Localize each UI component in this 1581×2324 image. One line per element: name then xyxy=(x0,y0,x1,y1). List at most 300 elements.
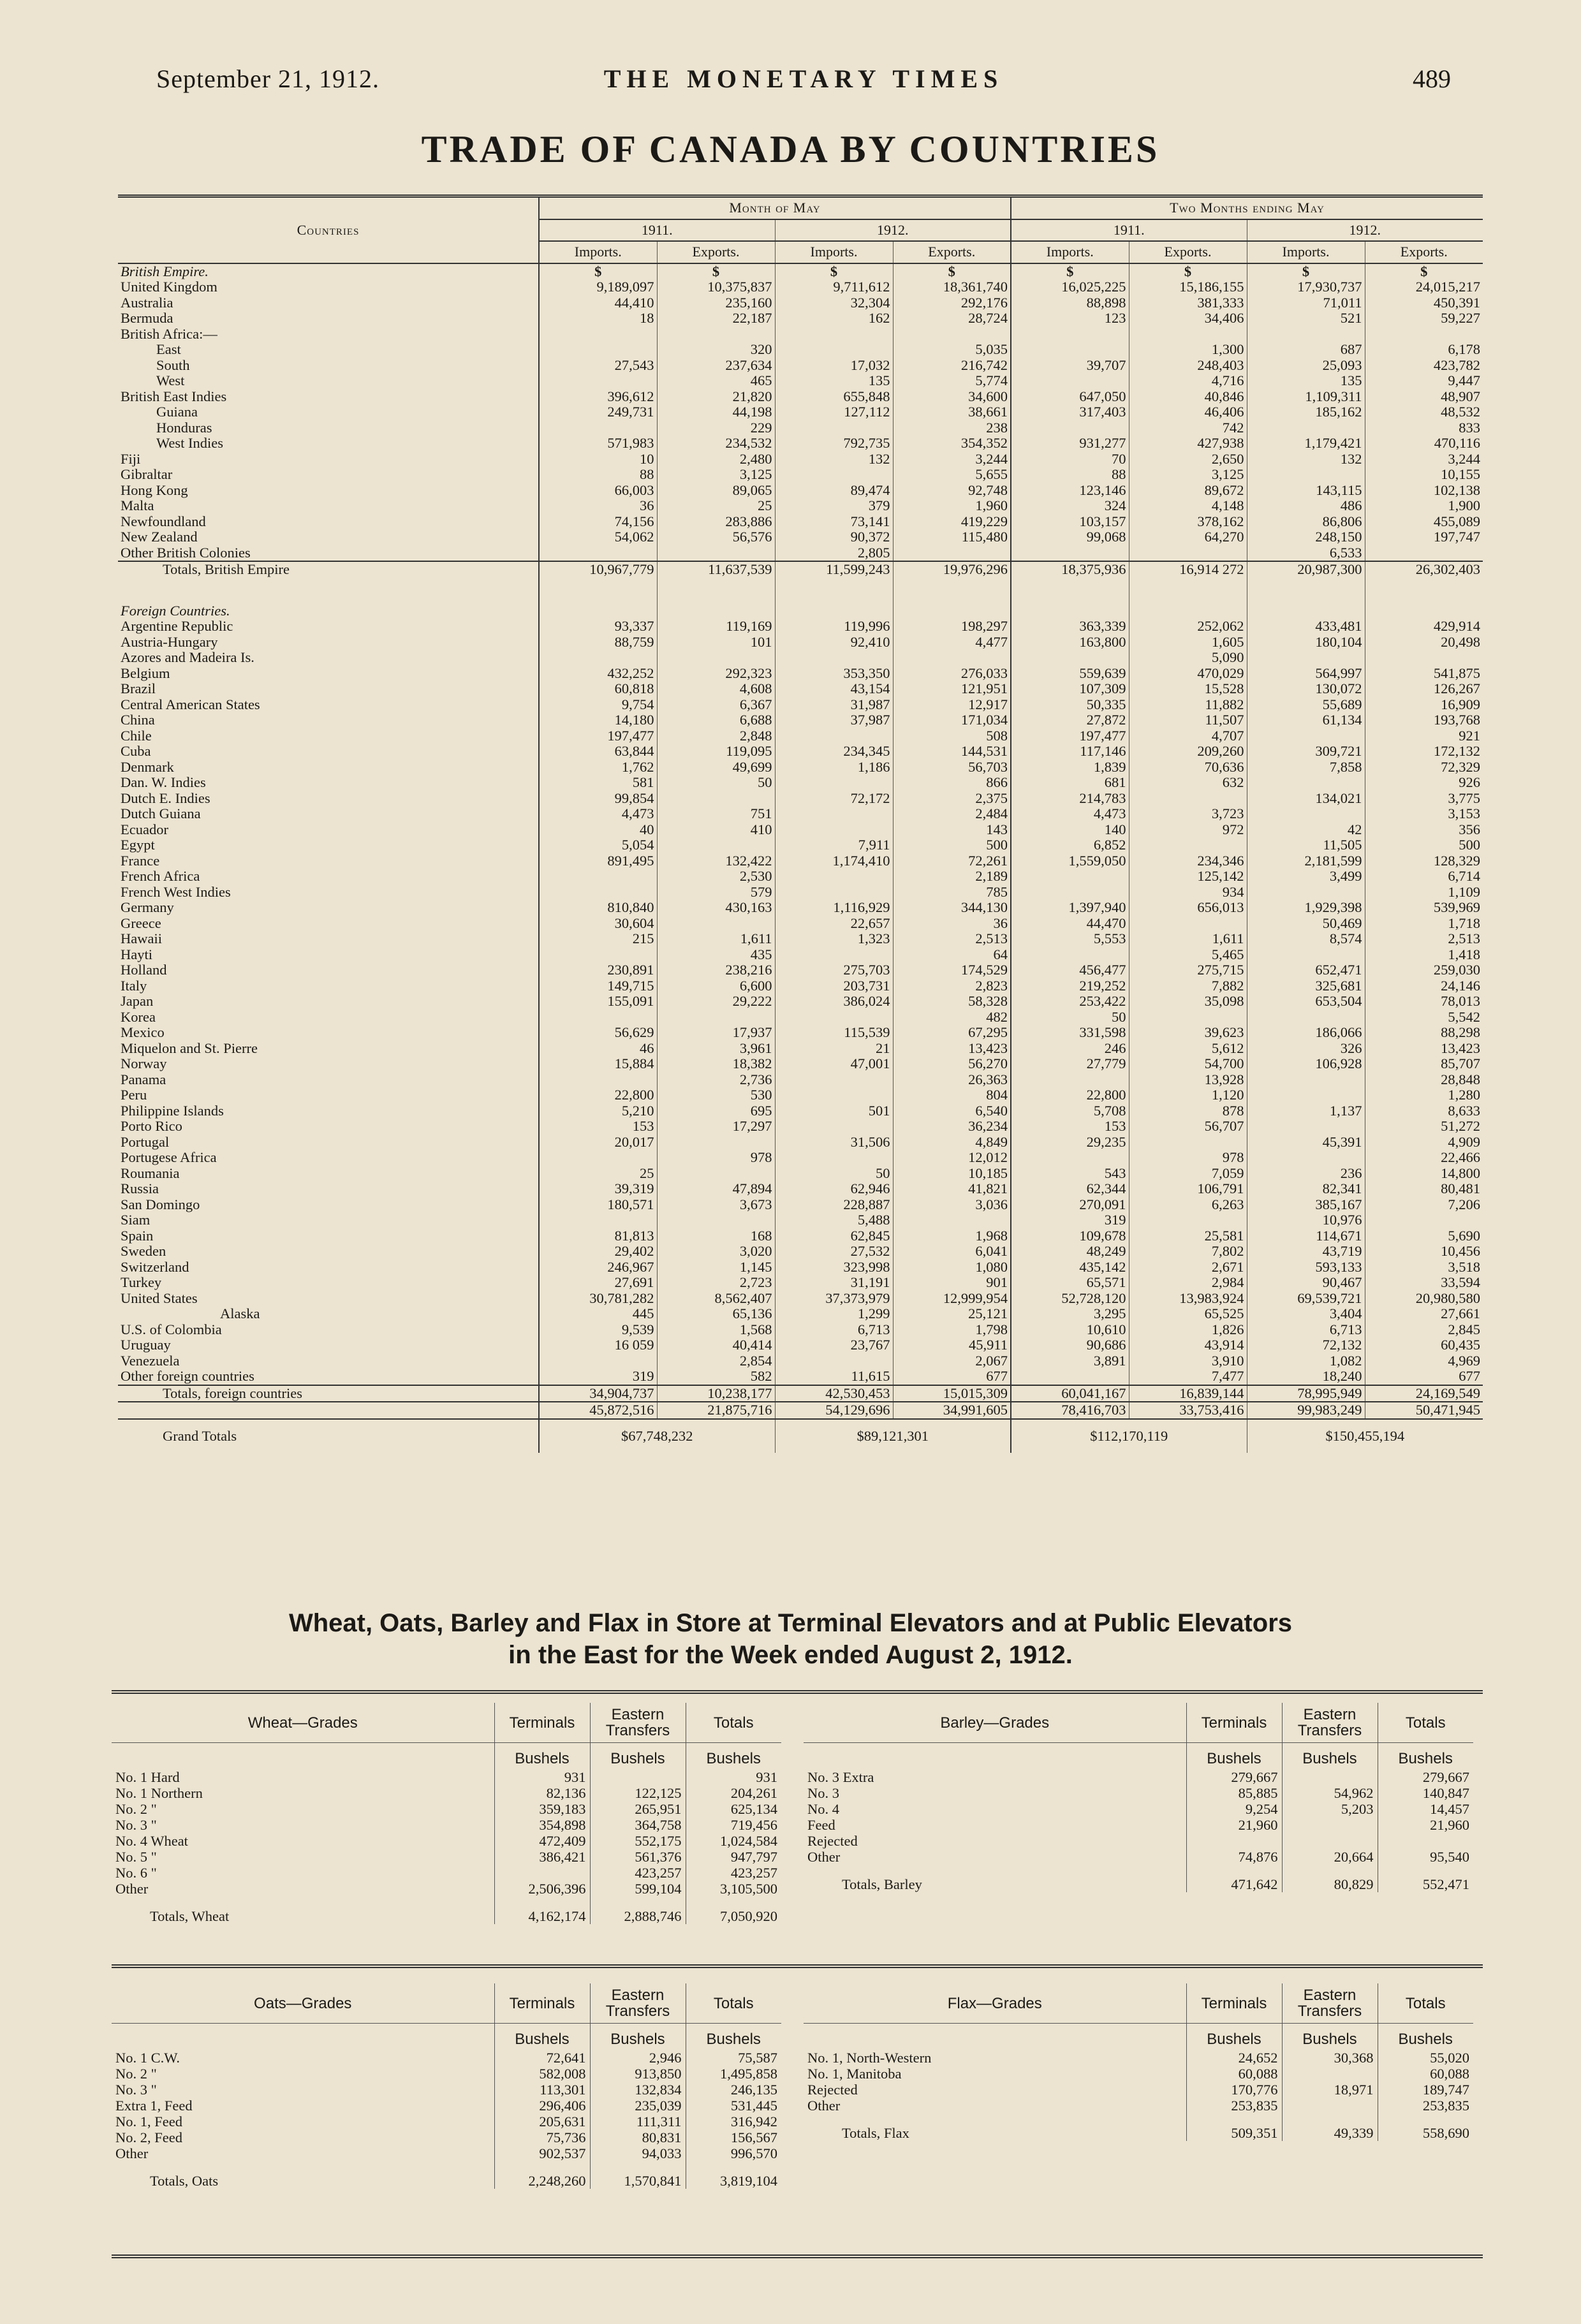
trade-value: 92,748 xyxy=(893,483,1011,499)
bushel-value: 1,024,584 xyxy=(686,1833,781,1849)
trade-value xyxy=(893,650,1011,666)
units-row xyxy=(804,1743,1473,1770)
trade-value: 378,162 xyxy=(1129,514,1247,530)
trade-value: 1,080 xyxy=(893,1260,1011,1276)
trade-value: 7,858 xyxy=(1247,760,1365,776)
trade-value: 13,423 xyxy=(1365,1041,1483,1057)
grand-total-value: $89,121,301 xyxy=(775,1419,1011,1453)
trade-value: 214,783 xyxy=(1011,791,1129,807)
trade-value xyxy=(1247,1150,1365,1166)
trade-value: 5,612 xyxy=(1129,1041,1247,1057)
trade-value: 25 xyxy=(657,498,775,514)
bushel-value: 82,136 xyxy=(494,1785,590,1801)
grain-title xyxy=(0,1607,1581,1671)
trade-value xyxy=(539,869,657,885)
grade-name: No. 3 " xyxy=(115,1817,157,1833)
table-row xyxy=(804,2066,1473,2082)
trade-value: 2,480 xyxy=(657,452,775,467)
grade-name: No. 2 " xyxy=(115,2066,157,2082)
trade-value: 50 xyxy=(1011,1010,1129,1026)
trade-value: 12,999,954 xyxy=(893,1291,1011,1307)
trade-value xyxy=(775,728,893,744)
trade-value: 7,477 xyxy=(1129,1369,1247,1385)
trade-value: 3,295 xyxy=(1011,1306,1129,1322)
trade-value: 123,146 xyxy=(1011,483,1129,499)
exports-header: Exports. xyxy=(1129,241,1247,263)
trade-value: 21 xyxy=(775,1041,893,1057)
country-name: Belgium xyxy=(121,665,170,681)
trade-value: 71,011 xyxy=(1247,295,1365,311)
trade-value: 174,529 xyxy=(893,962,1011,978)
trade-value: 742 xyxy=(1129,420,1247,436)
trade-value: 17,937 xyxy=(657,1025,775,1041)
trade-value xyxy=(1247,1087,1365,1103)
table-row xyxy=(118,1166,1483,1182)
trade-value: 66,003 xyxy=(539,483,657,499)
trade-value: 16,909 xyxy=(1365,697,1483,713)
bushel-value: 189,747 xyxy=(1378,2082,1473,2098)
trade-value xyxy=(1011,1369,1129,1385)
bushel-value: 170,776 xyxy=(1186,2082,1282,2098)
trade-value: 128,329 xyxy=(1365,853,1483,869)
trade-value: 2,484 xyxy=(893,806,1011,822)
trade-value: 6,688 xyxy=(657,712,775,728)
trade-value: 23,767 xyxy=(775,1337,893,1353)
table-row xyxy=(118,666,1483,682)
trade-value: 5,774 xyxy=(893,373,1011,389)
exports-header: Exports. xyxy=(893,241,1011,263)
trade-value: 9,447 xyxy=(1365,373,1483,389)
trade-value: 67,295 xyxy=(893,1025,1011,1041)
wheat-table xyxy=(112,1703,781,1924)
grand-total-row xyxy=(118,1419,1483,1453)
trade-value: 6,041 xyxy=(893,1244,1011,1260)
trade-value: 70 xyxy=(1011,452,1129,467)
country-name: Portugal xyxy=(121,1133,170,1150)
trade-value: 5,708 xyxy=(1011,1103,1129,1119)
currency-symbol: $ xyxy=(539,263,657,280)
trade-value: 6,713 xyxy=(1247,1322,1365,1338)
trade-value: 237,634 xyxy=(657,358,775,374)
trade-value: 6,600 xyxy=(657,978,775,994)
trade-value: 4,849 xyxy=(893,1135,1011,1151)
bushel-value: 2,506,396 xyxy=(494,1881,590,1897)
bushel-value xyxy=(1378,1833,1473,1849)
trade-value xyxy=(1129,1212,1247,1228)
trade-value: 30,781,282 xyxy=(539,1291,657,1307)
table-row xyxy=(118,853,1483,869)
country-name: Norway xyxy=(121,1055,167,1071)
trade-value: 3,961 xyxy=(657,1041,775,1057)
trade-value: 27,691 xyxy=(539,1275,657,1291)
trade-value: 117,146 xyxy=(1011,744,1129,760)
trade-value: 1,179,421 xyxy=(1247,436,1365,452)
trade-value xyxy=(1011,420,1129,436)
trade-value: 107,309 xyxy=(1011,681,1129,697)
table-row xyxy=(118,1025,1483,1041)
table-row xyxy=(118,311,1483,327)
country-name: Denmark xyxy=(121,758,174,775)
trade-value: 1,323 xyxy=(775,931,893,947)
trade-value: 785 xyxy=(893,885,1011,901)
trade-value: 559,639 xyxy=(1011,666,1129,682)
trade-value: 229 xyxy=(657,420,775,436)
bushel-value: 265,951 xyxy=(590,1801,686,1817)
trade-value: 1,605 xyxy=(1129,635,1247,651)
trade-value: 93,337 xyxy=(539,619,657,635)
table-row xyxy=(118,1337,1483,1353)
total-label: Totals, Barley xyxy=(842,1876,922,1892)
table-row xyxy=(118,1291,1483,1307)
trade-value: 564,997 xyxy=(1247,666,1365,682)
table-row xyxy=(112,1817,781,1833)
trade-value: 72,132 xyxy=(1247,1337,1365,1353)
trade-value: 3,518 xyxy=(1365,1260,1483,1276)
trade-value: 125,142 xyxy=(1129,869,1247,885)
trade-value xyxy=(775,822,893,838)
country-name: Ecuador xyxy=(121,821,168,837)
terminals-header: Terminals xyxy=(494,1983,590,2024)
trade-value: 6,533 xyxy=(1247,545,1365,562)
trade-value: 14,800 xyxy=(1365,1166,1483,1182)
trade-value: 172,132 xyxy=(1365,744,1483,760)
bushel-value: 582,008 xyxy=(494,2066,590,2082)
bushel-value: 9,254 xyxy=(1186,1801,1282,1817)
bushel-value: 931 xyxy=(686,1769,781,1785)
trade-value: 36,234 xyxy=(893,1119,1011,1135)
grade-name: Other xyxy=(115,1881,149,1897)
trade-value xyxy=(1247,775,1365,791)
trade-value xyxy=(1011,545,1129,562)
trade-value: 324 xyxy=(1011,498,1129,514)
trade-value: 47,001 xyxy=(775,1056,893,1072)
table-row xyxy=(118,978,1483,994)
total-value: 49,339 xyxy=(1282,2114,1378,2141)
table-row xyxy=(118,467,1483,483)
country-name: China xyxy=(121,712,155,728)
trade-value: 16,914 272 xyxy=(1129,561,1247,578)
bushel-value: 85,885 xyxy=(1186,1785,1282,1801)
trade-value: 37,987 xyxy=(775,712,893,728)
trade-value: 197,477 xyxy=(539,728,657,744)
trade-value: 74,156 xyxy=(539,514,657,530)
country-name: Brazil xyxy=(121,680,156,696)
trade-table xyxy=(118,195,1483,1453)
trade-value: 10,456 xyxy=(1365,1244,1483,1260)
trade-value: 27,543 xyxy=(539,358,657,374)
bushel-value: 60,088 xyxy=(1378,2066,1473,2082)
bushel-value: 80,831 xyxy=(590,2129,686,2145)
trade-value: 149,715 xyxy=(539,978,657,994)
trade-value: 11,615 xyxy=(775,1369,893,1385)
grade-name: No. 4 xyxy=(807,1801,839,1817)
country-name: Dutch E. Indies xyxy=(121,790,210,806)
trade-value: 31,987 xyxy=(775,697,893,713)
table-row xyxy=(118,389,1483,405)
table-row xyxy=(112,2114,781,2129)
trade-value: 55,689 xyxy=(1247,697,1365,713)
country-name: British East Indies xyxy=(121,388,227,404)
country-name xyxy=(118,1402,539,1419)
country-name: South xyxy=(156,357,190,373)
country-name: Portugese Africa xyxy=(121,1149,217,1165)
eastern-transfers-header: Eastern Transfers xyxy=(1282,1703,1378,1743)
table-row xyxy=(112,2066,781,2082)
grade-name: Other xyxy=(807,2098,841,2114)
trade-value: 126,267 xyxy=(1365,681,1483,697)
trade-value: 140 xyxy=(1011,822,1129,838)
empty-cell xyxy=(775,578,893,619)
trade-value: 22,800 xyxy=(1011,1087,1129,1103)
table-row xyxy=(804,1785,1473,1801)
trade-value xyxy=(775,1072,893,1088)
trade-value: 7,206 xyxy=(1365,1197,1483,1213)
table-row xyxy=(118,994,1483,1010)
trade-value: 15,884 xyxy=(539,1056,657,1072)
units-row xyxy=(804,2024,1473,2050)
table-row xyxy=(118,498,1483,514)
trade-value: 500 xyxy=(893,837,1011,853)
trade-value: 1,280 xyxy=(1365,1087,1483,1103)
trade-value: 445 xyxy=(539,1306,657,1322)
trade-value: 115,480 xyxy=(893,529,1011,545)
trade-value: 26,363 xyxy=(893,1072,1011,1088)
table-row xyxy=(118,420,1483,436)
trade-value: 3,244 xyxy=(1365,452,1483,467)
trade-value: 5,090 xyxy=(1129,650,1247,666)
oats-grades-header: Oats—Grades xyxy=(254,1994,352,2012)
trade-value: 56,629 xyxy=(539,1025,657,1041)
unit-label: Bushels xyxy=(494,2024,590,2050)
trade-value: 934 xyxy=(1129,885,1247,901)
total-label: Totals, Flax xyxy=(842,2125,909,2141)
trade-value: 695 xyxy=(657,1103,775,1119)
trade-value: 238,216 xyxy=(657,962,775,978)
trade-value: 931,277 xyxy=(1011,436,1129,452)
bushel-value: 72,641 xyxy=(494,2050,590,2066)
trade-value xyxy=(775,1119,893,1135)
bushel-value: 140,847 xyxy=(1378,1785,1473,1801)
table-row xyxy=(118,1056,1483,1072)
total-value: 7,050,920 xyxy=(686,1897,781,1924)
trade-value: 1,120 xyxy=(1129,1087,1247,1103)
bushel-value: 364,758 xyxy=(590,1817,686,1833)
total-value: 2,888,746 xyxy=(590,1897,686,1924)
trade-value: 44,198 xyxy=(657,404,775,420)
bushel-value: 719,456 xyxy=(686,1817,781,1833)
trade-value: 236 xyxy=(1247,1166,1365,1182)
table-row xyxy=(118,1197,1483,1213)
trade-value: 143 xyxy=(893,822,1011,838)
country-name: Russia xyxy=(121,1180,159,1196)
trade-value: 31,191 xyxy=(775,1275,893,1291)
bushel-value: 21,960 xyxy=(1186,1817,1282,1833)
table-row xyxy=(118,295,1483,311)
trade-value: 687 xyxy=(1247,342,1365,358)
barley-grades-header: Barley—Grades xyxy=(940,1714,1050,1732)
table-row xyxy=(118,1228,1483,1244)
trade-value: 114,671 xyxy=(1247,1228,1365,1244)
table-row xyxy=(804,1769,1473,1785)
grain-header-row xyxy=(804,1983,1473,2024)
trade-value: 292,176 xyxy=(893,295,1011,311)
trade-value: 99,068 xyxy=(1011,529,1129,545)
trade-value: 29,222 xyxy=(657,994,775,1010)
bushel-value: 156,567 xyxy=(686,2129,781,2145)
country-name: Siam xyxy=(121,1212,151,1228)
trade-value: 82,341 xyxy=(1247,1181,1365,1197)
trade-value: 60,041,167 xyxy=(1011,1385,1129,1402)
trade-value: 2,375 xyxy=(893,791,1011,807)
trade-value: 18,375,936 xyxy=(1011,561,1129,578)
table-row xyxy=(118,1150,1483,1166)
trade-value xyxy=(775,420,893,436)
country-name: Bermuda xyxy=(121,310,173,326)
trade-value: 20,980,580 xyxy=(1365,1291,1483,1307)
table-row xyxy=(118,885,1483,901)
trade-value: 331,598 xyxy=(1011,1025,1129,1041)
bushel-value: 931 xyxy=(494,1769,590,1785)
trade-value: 18,240 xyxy=(1247,1369,1365,1385)
bushel-value: 386,421 xyxy=(494,1849,590,1865)
bushel-value: 20,664 xyxy=(1282,1849,1378,1865)
trade-value: 1,839 xyxy=(1011,760,1129,776)
trade-value: 234,532 xyxy=(657,436,775,452)
unit-label: Bushels xyxy=(686,1743,781,1770)
unit-label: Bushels xyxy=(494,1743,590,1770)
trade-value: 21,820 xyxy=(657,389,775,405)
bushel-value: 21,960 xyxy=(1378,1817,1473,1833)
trade-value: 427,938 xyxy=(1129,436,1247,452)
currency-symbol: $ xyxy=(1247,263,1365,280)
trade-value: 3,891 xyxy=(1011,1353,1129,1369)
currency-symbol: $ xyxy=(893,263,1011,280)
trade-value: 103,157 xyxy=(1011,514,1129,530)
grade-name: No. 2 " xyxy=(115,1801,157,1817)
trade-value: 121,951 xyxy=(893,681,1011,697)
trade-value: 1,611 xyxy=(657,931,775,947)
table-row xyxy=(118,1275,1483,1291)
table-row xyxy=(118,916,1483,932)
table-row xyxy=(118,635,1483,651)
trade-value: 25 xyxy=(539,1166,657,1182)
trade-value: 28,848 xyxy=(1365,1072,1483,1088)
trade-value: 317,403 xyxy=(1011,404,1129,420)
trade-value: 130,072 xyxy=(1247,681,1365,697)
grain-header-row xyxy=(804,1703,1473,1743)
trade-value xyxy=(1011,947,1129,963)
table-row xyxy=(118,791,1483,807)
imports-header: Imports. xyxy=(1011,241,1129,263)
trade-value: 44,470 xyxy=(1011,916,1129,932)
trade-value: 72,172 xyxy=(775,791,893,807)
flax-table xyxy=(804,1983,1473,2141)
trade-value: 2,845 xyxy=(1365,1322,1483,1338)
trade-value: 39,707 xyxy=(1011,358,1129,374)
trade-value: 810,840 xyxy=(539,900,657,916)
trade-value: 2,189 xyxy=(893,869,1011,885)
trade-value: 253,422 xyxy=(1011,994,1129,1010)
country-name: France xyxy=(121,852,160,869)
divider xyxy=(112,1964,1483,1968)
trade-value: 43,719 xyxy=(1247,1244,1365,1260)
country-name: Peru xyxy=(121,1087,147,1103)
trade-value xyxy=(1247,327,1365,342)
trade-value xyxy=(657,327,775,342)
two-months-header: Two Months ending May xyxy=(1011,196,1483,219)
trade-value: 78,013 xyxy=(1365,994,1483,1010)
trade-value: 99,854 xyxy=(539,791,657,807)
empty-cell xyxy=(657,578,775,619)
total-value: 4,162,174 xyxy=(494,1897,590,1924)
trade-value xyxy=(1247,728,1365,744)
trade-value: 33,594 xyxy=(1365,1275,1483,1291)
trade-value: 25,093 xyxy=(1247,358,1365,374)
trade-value: 22,466 xyxy=(1365,1150,1483,1166)
trade-value: 135 xyxy=(1247,373,1365,389)
trade-value: 1,300 xyxy=(1129,342,1247,358)
empty-cell xyxy=(804,2024,1186,2050)
trade-value: 86,806 xyxy=(1247,514,1365,530)
oats-table xyxy=(112,1983,781,2189)
table-row xyxy=(118,279,1483,295)
country-name: Azores and Madeira Is. xyxy=(121,649,254,665)
total-value: 3,819,104 xyxy=(686,2161,781,2189)
trade-value: 655,848 xyxy=(775,389,893,405)
bushel-value xyxy=(1282,2098,1378,2114)
trade-value: 356 xyxy=(1365,822,1483,838)
trade-value: 15,186,155 xyxy=(1129,279,1247,295)
total-value: 80,829 xyxy=(1282,1865,1378,1892)
trade-value xyxy=(1365,650,1483,666)
trade-value: 230,891 xyxy=(539,962,657,978)
table-row xyxy=(118,1306,1483,1322)
trade-value: 8,633 xyxy=(1365,1103,1483,1119)
trade-value: 419,229 xyxy=(893,514,1011,530)
trade-value: 88,898 xyxy=(1011,295,1129,311)
country-name: Alaska xyxy=(220,1305,260,1321)
trade-value: 64 xyxy=(893,947,1011,963)
trade-value xyxy=(1365,1212,1483,1228)
trade-value: 119,169 xyxy=(657,619,775,635)
trade-value: 3,499 xyxy=(1247,869,1365,885)
table-row xyxy=(804,2098,1473,2114)
trade-value: 901 xyxy=(893,1275,1011,1291)
table-row xyxy=(118,1087,1483,1103)
table-row xyxy=(112,2098,781,2114)
country-name: Dan. W. Indies xyxy=(121,774,206,790)
trade-value: 216,742 xyxy=(893,358,1011,374)
trade-value: 38,661 xyxy=(893,404,1011,420)
table-row xyxy=(118,947,1483,963)
section-heading-row xyxy=(118,578,1483,619)
trade-value xyxy=(539,885,657,901)
trade-value: 7,802 xyxy=(1129,1244,1247,1260)
trade-value: 1,116,929 xyxy=(775,900,893,916)
trade-value xyxy=(539,1353,657,1369)
trade-value: 168 xyxy=(657,1228,775,1244)
grand-total-label: Grand Totals xyxy=(163,1427,237,1444)
trade-value: 10,155 xyxy=(1365,467,1483,483)
empty-cell xyxy=(112,1743,494,1770)
grain-header-row xyxy=(112,1703,781,1743)
grade-name: No. 1, Manitoba xyxy=(807,2066,902,2082)
trade-value: 9,539 xyxy=(539,1322,657,1338)
trade-value: 27,532 xyxy=(775,1244,893,1260)
masthead: THE MONETARY TIMES xyxy=(603,64,1004,93)
trade-value: 1,762 xyxy=(539,760,657,776)
trade-value xyxy=(657,650,775,666)
